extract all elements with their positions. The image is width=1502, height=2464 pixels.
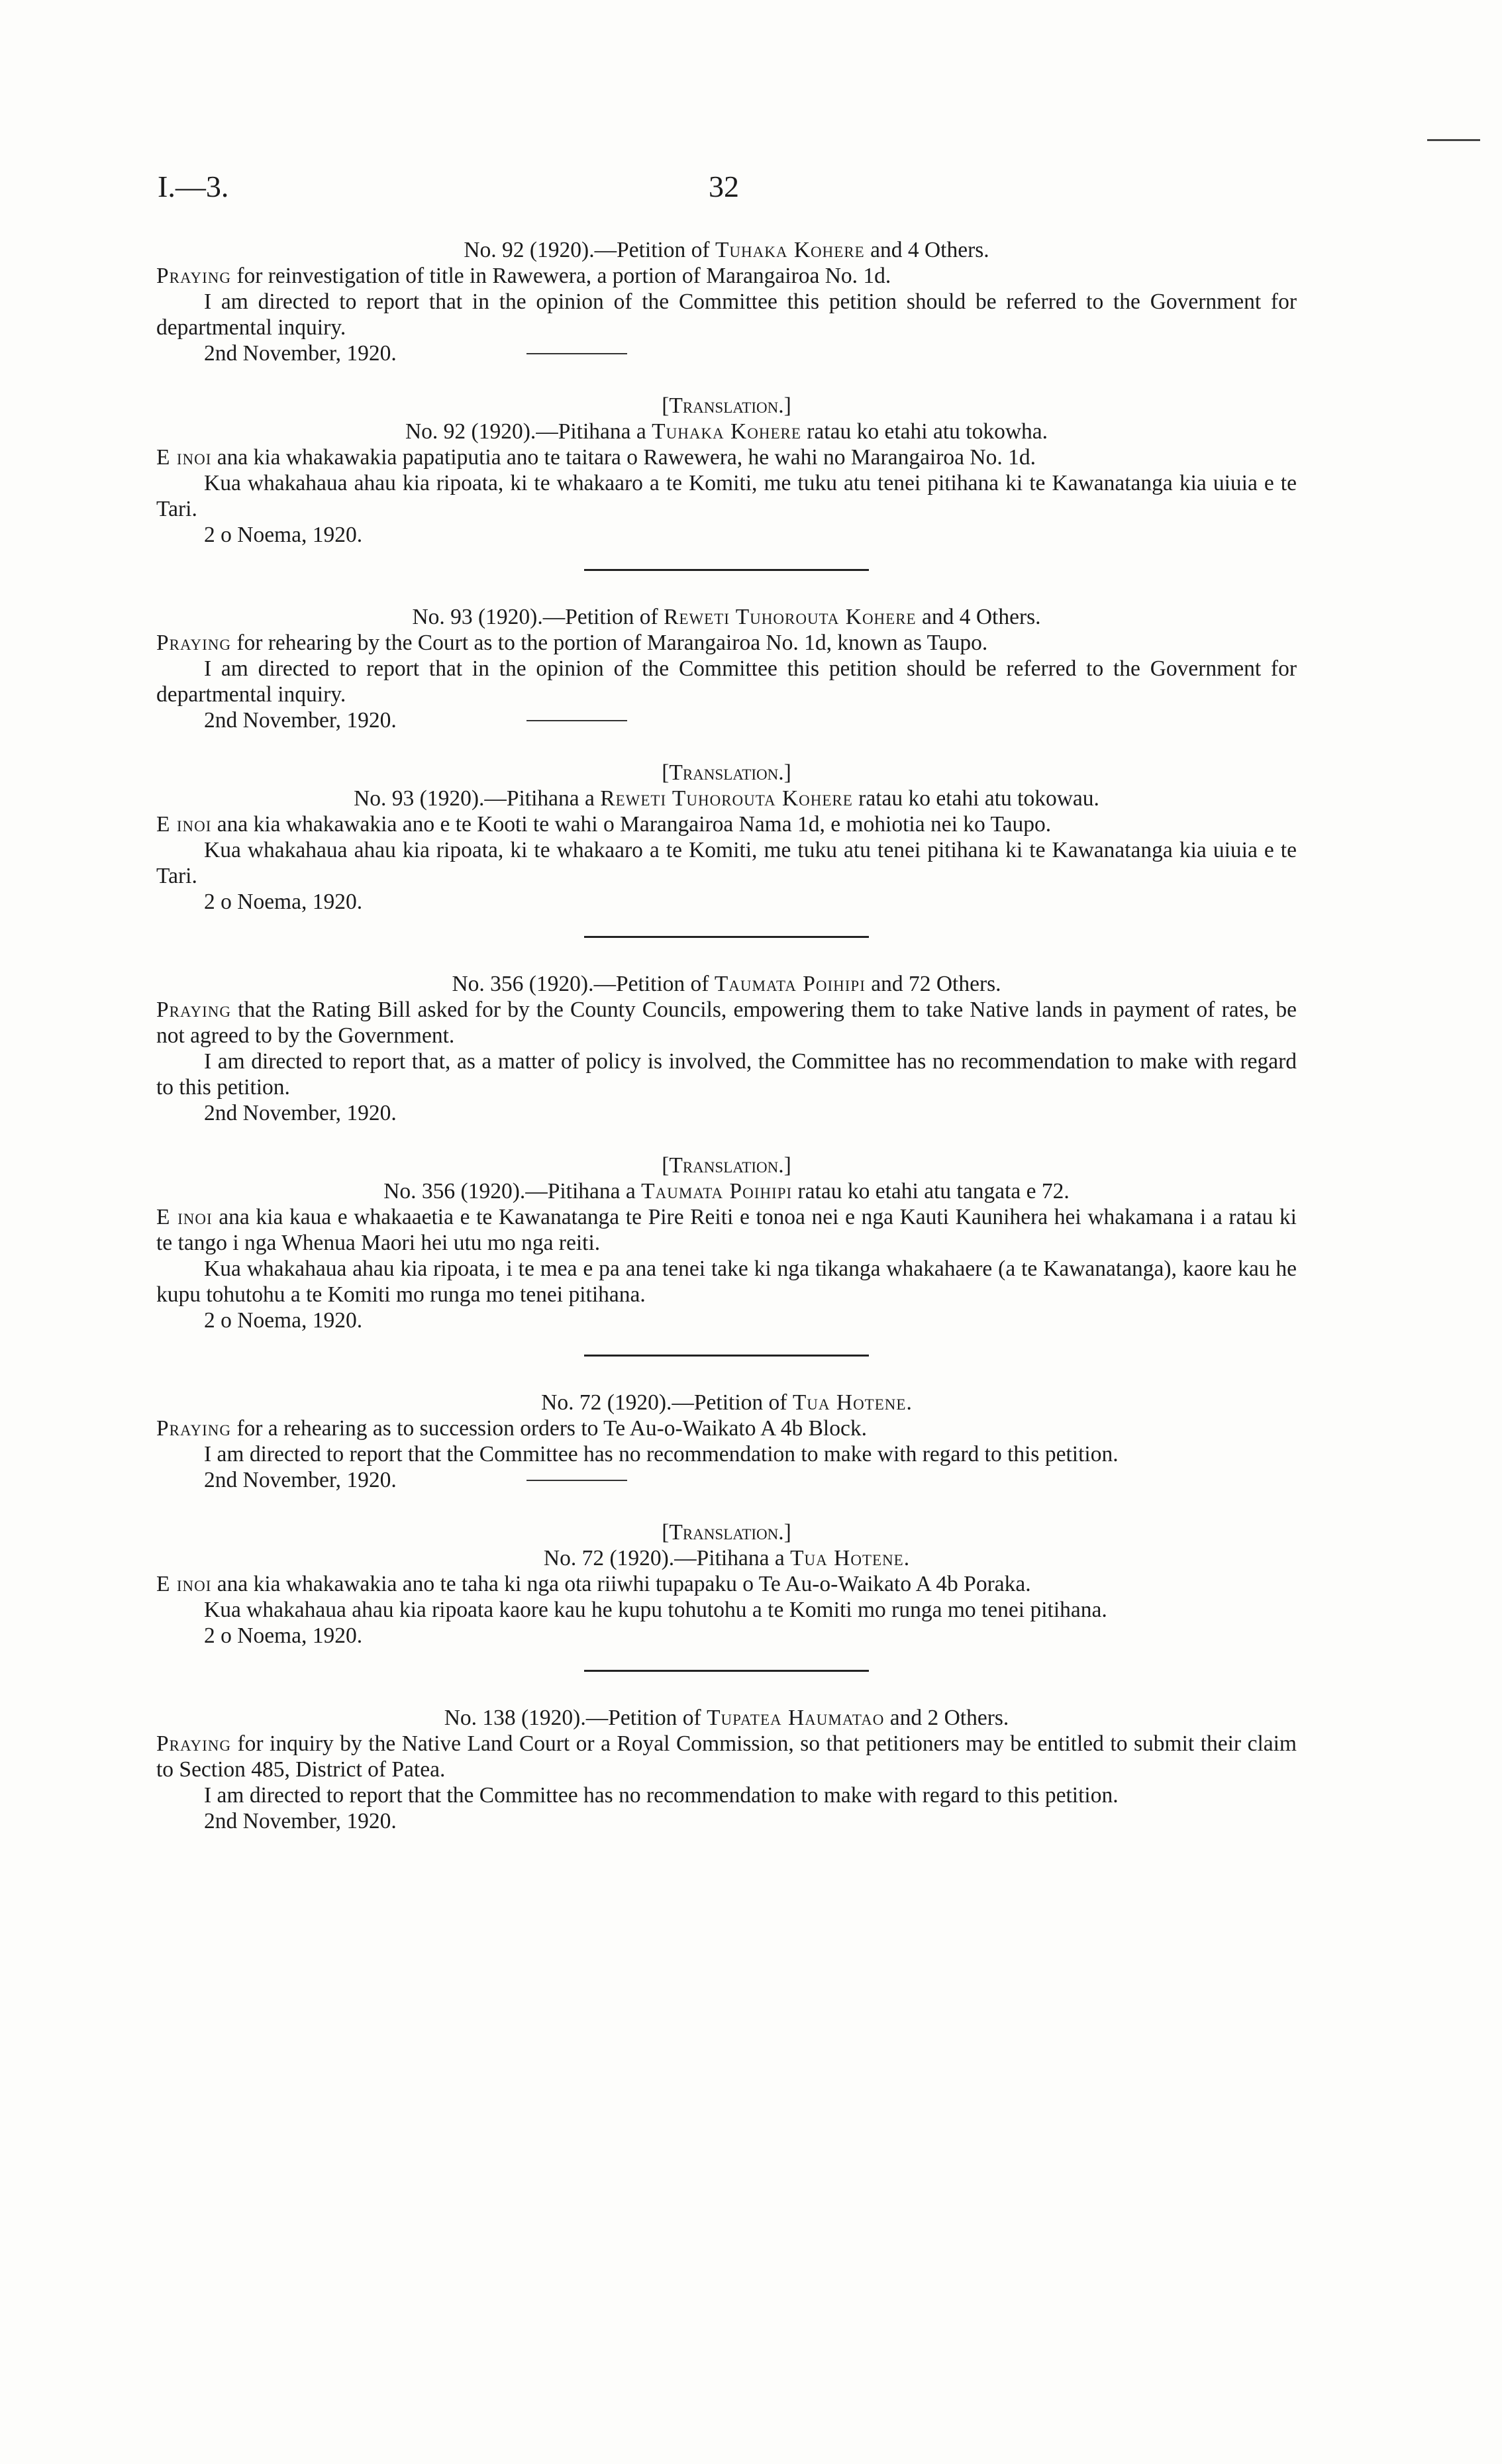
report-paragraph: I am directed to report that in the opinion of the Committee this petition should be referred to the Government for departmental inquiry.: [156, 656, 1297, 707]
translation-title: No. 72 (1920).—Pitihana a Tua Hotene.: [543, 1546, 910, 1570]
translation-report: Kua whakahaua ahau kia ripoata kaore kau he kupu tohutohu a te Komiti mo runga mo tenei pitihana.: [204, 1598, 1107, 1622]
date-line: 2nd November, 1920.: [156, 1467, 1297, 1493]
translation-title: No. 92 (1920).—Pitihana a Tuhaka Kohere ratau ko etahi atu tokowha.: [405, 419, 1048, 444]
petition-section: [156, 1705, 1297, 1834]
date-line: 2nd November, 1920.: [204, 1101, 397, 1125]
date-line: 2nd November, 1920.: [204, 1809, 397, 1833]
translation-report: Kua whakahaua ahau kia ripoata, i te mea e pa ana tenei take ki nga tikanga whakahaere (a te Kawanatanga), kaore kau he kupu tohutohu a te Komiti mo runga mo tenei pitihana.: [156, 1257, 1297, 1307]
date-line: 2nd November, 1920.: [156, 707, 1297, 733]
praying-paragraph: Praying that the Rating Bill asked for by the County Councils, empowering them to take Native lands in payment of rates, be not agreed to by the Government.: [156, 998, 1297, 1048]
translation-report: Kua whakahaua ahau kia ripoata, ki te whakaaro a te Komiti, me tuku atu tenei pitihana ki te Kawanatanga kia uiuia e te Tari.: [156, 838, 1297, 888]
translation-report: Kua whakahaua ahau kia ripoata, ki te whakaaro a te Komiti, me tuku atu tenei pitihana ki te Kawanatanga kia uiuia e te Tari.: [156, 471, 1297, 521]
page-number: 32: [709, 170, 739, 203]
document-body: [156, 237, 1297, 1834]
margin-mark: [1427, 139, 1480, 141]
translation-title: No. 93 (1920).—Pitihana a Reweti Tuhorouta Kohere ratau ko etahi atu tokowau.: [354, 786, 1099, 811]
petition-section: [156, 237, 1297, 571]
translation-label: [Translation.]: [662, 760, 791, 785]
report-paragraph: I am directed to report that the Committee has no recommendation to make with regard to this petition.: [204, 1442, 1119, 1466]
petition-title: No. 93 (1920).—Petition of Reweti Tuhorouta Kohere and 4 Others.: [412, 605, 1041, 629]
document-reference: I.—3.: [158, 170, 229, 203]
petition-title: No. 92 (1920).—Petition of Tuhaka Kohere and 4 Others.: [464, 238, 989, 262]
inoi-paragraph: E inoi ana kia whakawakia ano e te Kooti te wahi o Marangairoa Nama 1d, e mohiotia nei ko Taupo.: [156, 812, 1052, 837]
petition-title: No. 138 (1920).—Petition of Tupatea Haumatao and 2 Others.: [444, 1706, 1009, 1730]
translation-label: [Translation.]: [662, 393, 791, 418]
short-divider: [526, 720, 627, 721]
report-paragraph: I am directed to report that in the opinion of the Committee this petition should be referred to the Government for departmental inquiry.: [156, 289, 1297, 340]
petition-section: [156, 1390, 1297, 1672]
translation-date: 2 o Noema, 1920.: [204, 890, 363, 914]
petition-title: No. 72 (1920).—Petition of Tua Hotene.: [541, 1390, 912, 1415]
translation-label: [Translation.]: [662, 1153, 791, 1178]
inoi-paragraph: E inoi ana kia whakawakia papatiputia ano te taitara o Rawewera, he wahi no Marangairoa No. 1d.: [156, 445, 1036, 470]
report-paragraph: I am directed to report that, as a matter of policy is involved, the Committee has no recommendation to make with regard to this petition.: [156, 1049, 1297, 1100]
translation-date: 2 o Noema, 1920.: [204, 523, 363, 547]
translation-date: 2 o Noema, 1920.: [204, 1623, 363, 1648]
inoi-paragraph: E inoi ana kia whakawakia ano te taha ki nga ota riiwhi tupapaku o Te Au-o-Waikato A 4b Poraka.: [156, 1572, 1031, 1596]
translation-date: 2 o Noema, 1920.: [204, 1308, 363, 1333]
report-paragraph: I am directed to report that the Committee has no recommendation to make with regard to this petition.: [204, 1783, 1119, 1808]
petition-title: No. 356 (1920).—Petition of Taumata Poihipi and 72 Others.: [452, 972, 1001, 996]
short-divider: [526, 353, 627, 354]
praying-paragraph: Praying for reinvestigation of title in Rawewera, a portion of Marangairoa No. 1d.: [156, 264, 891, 288]
petition-section: [156, 604, 1297, 938]
praying-paragraph: Praying for rehearing by the Court as to the portion of Marangairoa No. 1d, known as Taupo.: [156, 631, 988, 655]
date-line: 2nd November, 1920.: [156, 340, 1297, 366]
praying-paragraph: Praying for inquiry by the Native Land Court or a Royal Commission, so that petitioners may be entitled to submit their claim to Section 485, District of Patea.: [156, 1731, 1297, 1782]
inoi-paragraph: E inoi ana kia kaua e whakaaetia e te Kawanatanga te Pire Reiti e tonoa nei e nga Kauti Kaunihera hei whakamana i a ratau ki te tango i nga Whenua Maori hei utu mo nga reiti.: [156, 1205, 1297, 1255]
petition-section: [156, 971, 1297, 1357]
translation-title: No. 356 (1920).—Pitihana a Taumata Poihipi ratau ko etahi atu tangata e 72.: [383, 1179, 1070, 1204]
praying-paragraph: Praying for a rehearing as to succession orders to Te Au-o-Waikato A 4b Block.: [156, 1416, 867, 1441]
translation-label: [Translation.]: [662, 1520, 791, 1545]
short-divider: [526, 1480, 627, 1481]
